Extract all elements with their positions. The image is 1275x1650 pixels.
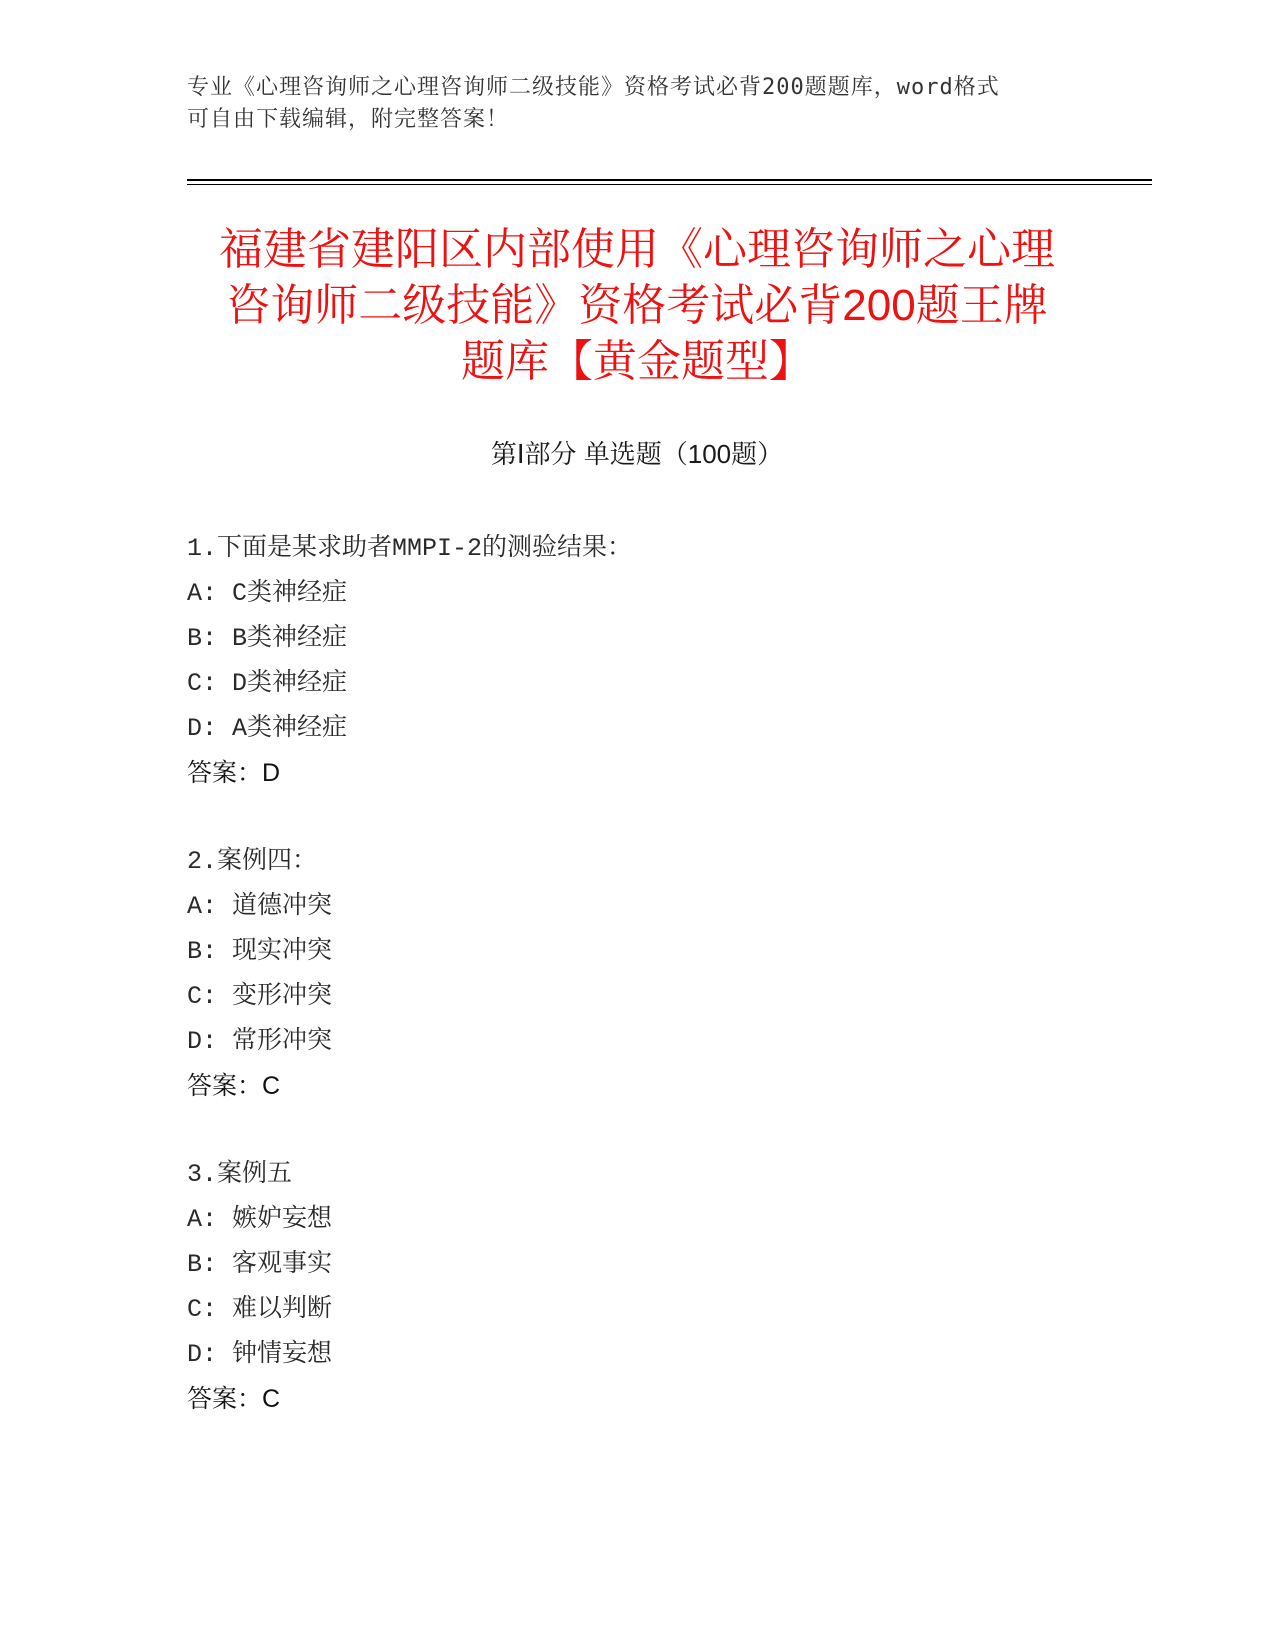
header-note-line-1: 专业《心理咨询师之心理咨询师二级技能》资格考试必背200题题库，word格式 — [187, 75, 1000, 100]
header-divider-thick — [187, 179, 1152, 181]
section-heading: 第Ⅰ部分 单选题（100题） — [490, 439, 784, 469]
option-a: A: 嫉妒妄想 — [187, 1205, 333, 1234]
option-b: B: 现实冲突 — [187, 937, 333, 966]
answer-line: 答案：C — [187, 1072, 281, 1100]
document-title-line-1: 福建省建阳区内部使用《心理咨询师之心理 — [219, 225, 1055, 274]
question-list — [187, 526, 1087, 1465]
header-note-line-2: 可自由下载编辑，附完整答案！ — [187, 107, 510, 132]
question-item — [187, 1152, 1087, 1422]
document-title-line-3: 题库【黄金题型】 — [461, 337, 813, 386]
option-d: D: A类神经症 — [187, 714, 348, 743]
question-item — [187, 526, 1087, 796]
question-stem: 2.案例四： — [187, 847, 318, 876]
answer-line: 答案：D — [187, 759, 281, 787]
header-note — [187, 72, 1067, 136]
option-a: A: 道德冲突 — [187, 892, 333, 921]
document-title-line-2: 咨询师二级技能》资格考试必背200题王牌 — [226, 281, 1048, 330]
document-title — [187, 222, 1087, 390]
option-b: B: 客观事实 — [187, 1250, 333, 1279]
question-item — [187, 839, 1087, 1109]
option-d: D: 钟情妄想 — [187, 1340, 333, 1369]
question-stem: 3.案例五 — [187, 1160, 293, 1189]
option-c: C: D类神经症 — [187, 669, 348, 698]
option-c: C: 难以判断 — [187, 1295, 333, 1324]
answer-line: 答案：C — [187, 1385, 281, 1413]
question-stem: 1.下面是某求助者MMPI-2的测验结果： — [187, 534, 633, 563]
option-a: A: C类神经症 — [187, 579, 348, 608]
option-c: C: 变形冲突 — [187, 982, 333, 1011]
option-d: D: 常形冲突 — [187, 1027, 333, 1056]
option-b: B: B类神经症 — [187, 624, 348, 653]
header-divider-thin — [187, 184, 1152, 185]
